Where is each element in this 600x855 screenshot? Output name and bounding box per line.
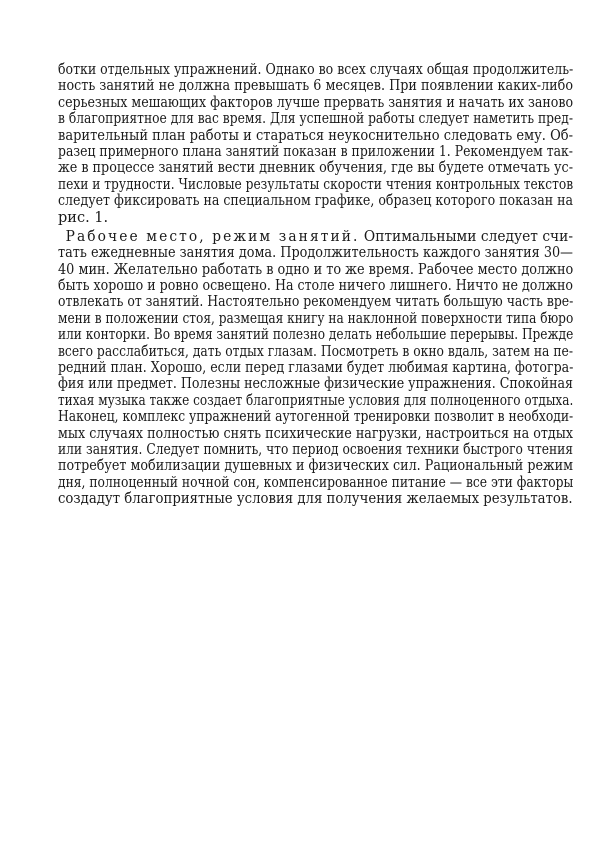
text-line: отвлекать от занятий. Настоятельно рекомендуем читать большую часть вре- (58, 294, 574, 311)
text-line: серьезных мешающих факторов лучше прервать занятия и начать их заново (58, 94, 574, 111)
text-line: ность занятий не должна превышать 6 месяцев. При появлении каких-либо (58, 78, 573, 95)
page-body (58, 62, 573, 508)
text-line: разец примерного плана занятий показан в приложении 1. Рекомендуем так- (58, 143, 573, 160)
text-line: Наконец, комплекс упражнений аутогенной тренировки позволит в необходи- (58, 409, 574, 426)
text-line: тать ежедневные занятия дома. Продолжительность каждого занятия 30— (58, 245, 573, 262)
text-line: же в процессе занятий вести дневник обучения, где вы будете отмечать ус- (58, 160, 573, 177)
text-line: или занятия. Следует помнить, что период освоения техники быстрого чтения (58, 441, 573, 458)
text-line-first (58, 229, 573, 245)
text-line: создадут благоприятные условия для получения желаемых результатов. (58, 491, 573, 508)
text-line: следует фиксировать на специальном графике, образец которого показан на (58, 193, 574, 210)
text-line: пехи и трудности. Числовые результаты скорости чтения контрольных текстов (58, 176, 574, 193)
text-line: потребует мобилизации душевных и физических сил. Рациональный режим (58, 458, 573, 475)
text-line: мени в положении стоя, размещая книгу на наклонной поверхности типа бюро (58, 310, 574, 327)
text-line: всего расслабиться, дать отдых глазам. Посмотреть в окно вдаль, затем на пе- (58, 343, 573, 360)
text-line: быть хорошо и ровно освещено. На столе ничего лишнего. Ничто не должно (58, 278, 573, 295)
paragraph-1 (58, 62, 573, 226)
text-line: ботки отдельных упражнений. Однако во всех случаях общая продолжитель- (58, 62, 574, 78)
text-line: или конторки. Во время занятий полезно делать небольшие перерывы. Прежде (58, 327, 574, 344)
text-line: тихая музыка также создает благоприятные условия для полноценного отдыха. (58, 392, 574, 409)
text-line: дня, полноценный ночной сон, компенсированное питание — все эти факторы (58, 474, 574, 491)
text-line: варительный план работы и стараться неукоснительно следовать ему. Об- (58, 127, 573, 144)
section-heading: Рабочее место, режим занятий. (65, 228, 360, 245)
text-line: рис. 1. (58, 209, 109, 226)
text-line: фия или предмет. Полезны несложные физические упражнения. Спокойная (58, 376, 573, 393)
heading-line-rest: Оптимальными следует счи- (359, 228, 573, 245)
text-line: мых случаях полностью снять психические нагрузки, настроиться на отдых (58, 425, 573, 442)
text-line: редний план. Хорошо, если перед глазами будет любимая картина, фотогра- (58, 360, 574, 377)
text-line: 40 мин. Желательно работать в одно и то же время. Рабочее место должно (58, 261, 574, 278)
text-line: в благоприятное для вас время. Для успешной работы следует наметить пред- (58, 111, 573, 128)
paragraph-2 (58, 229, 573, 508)
